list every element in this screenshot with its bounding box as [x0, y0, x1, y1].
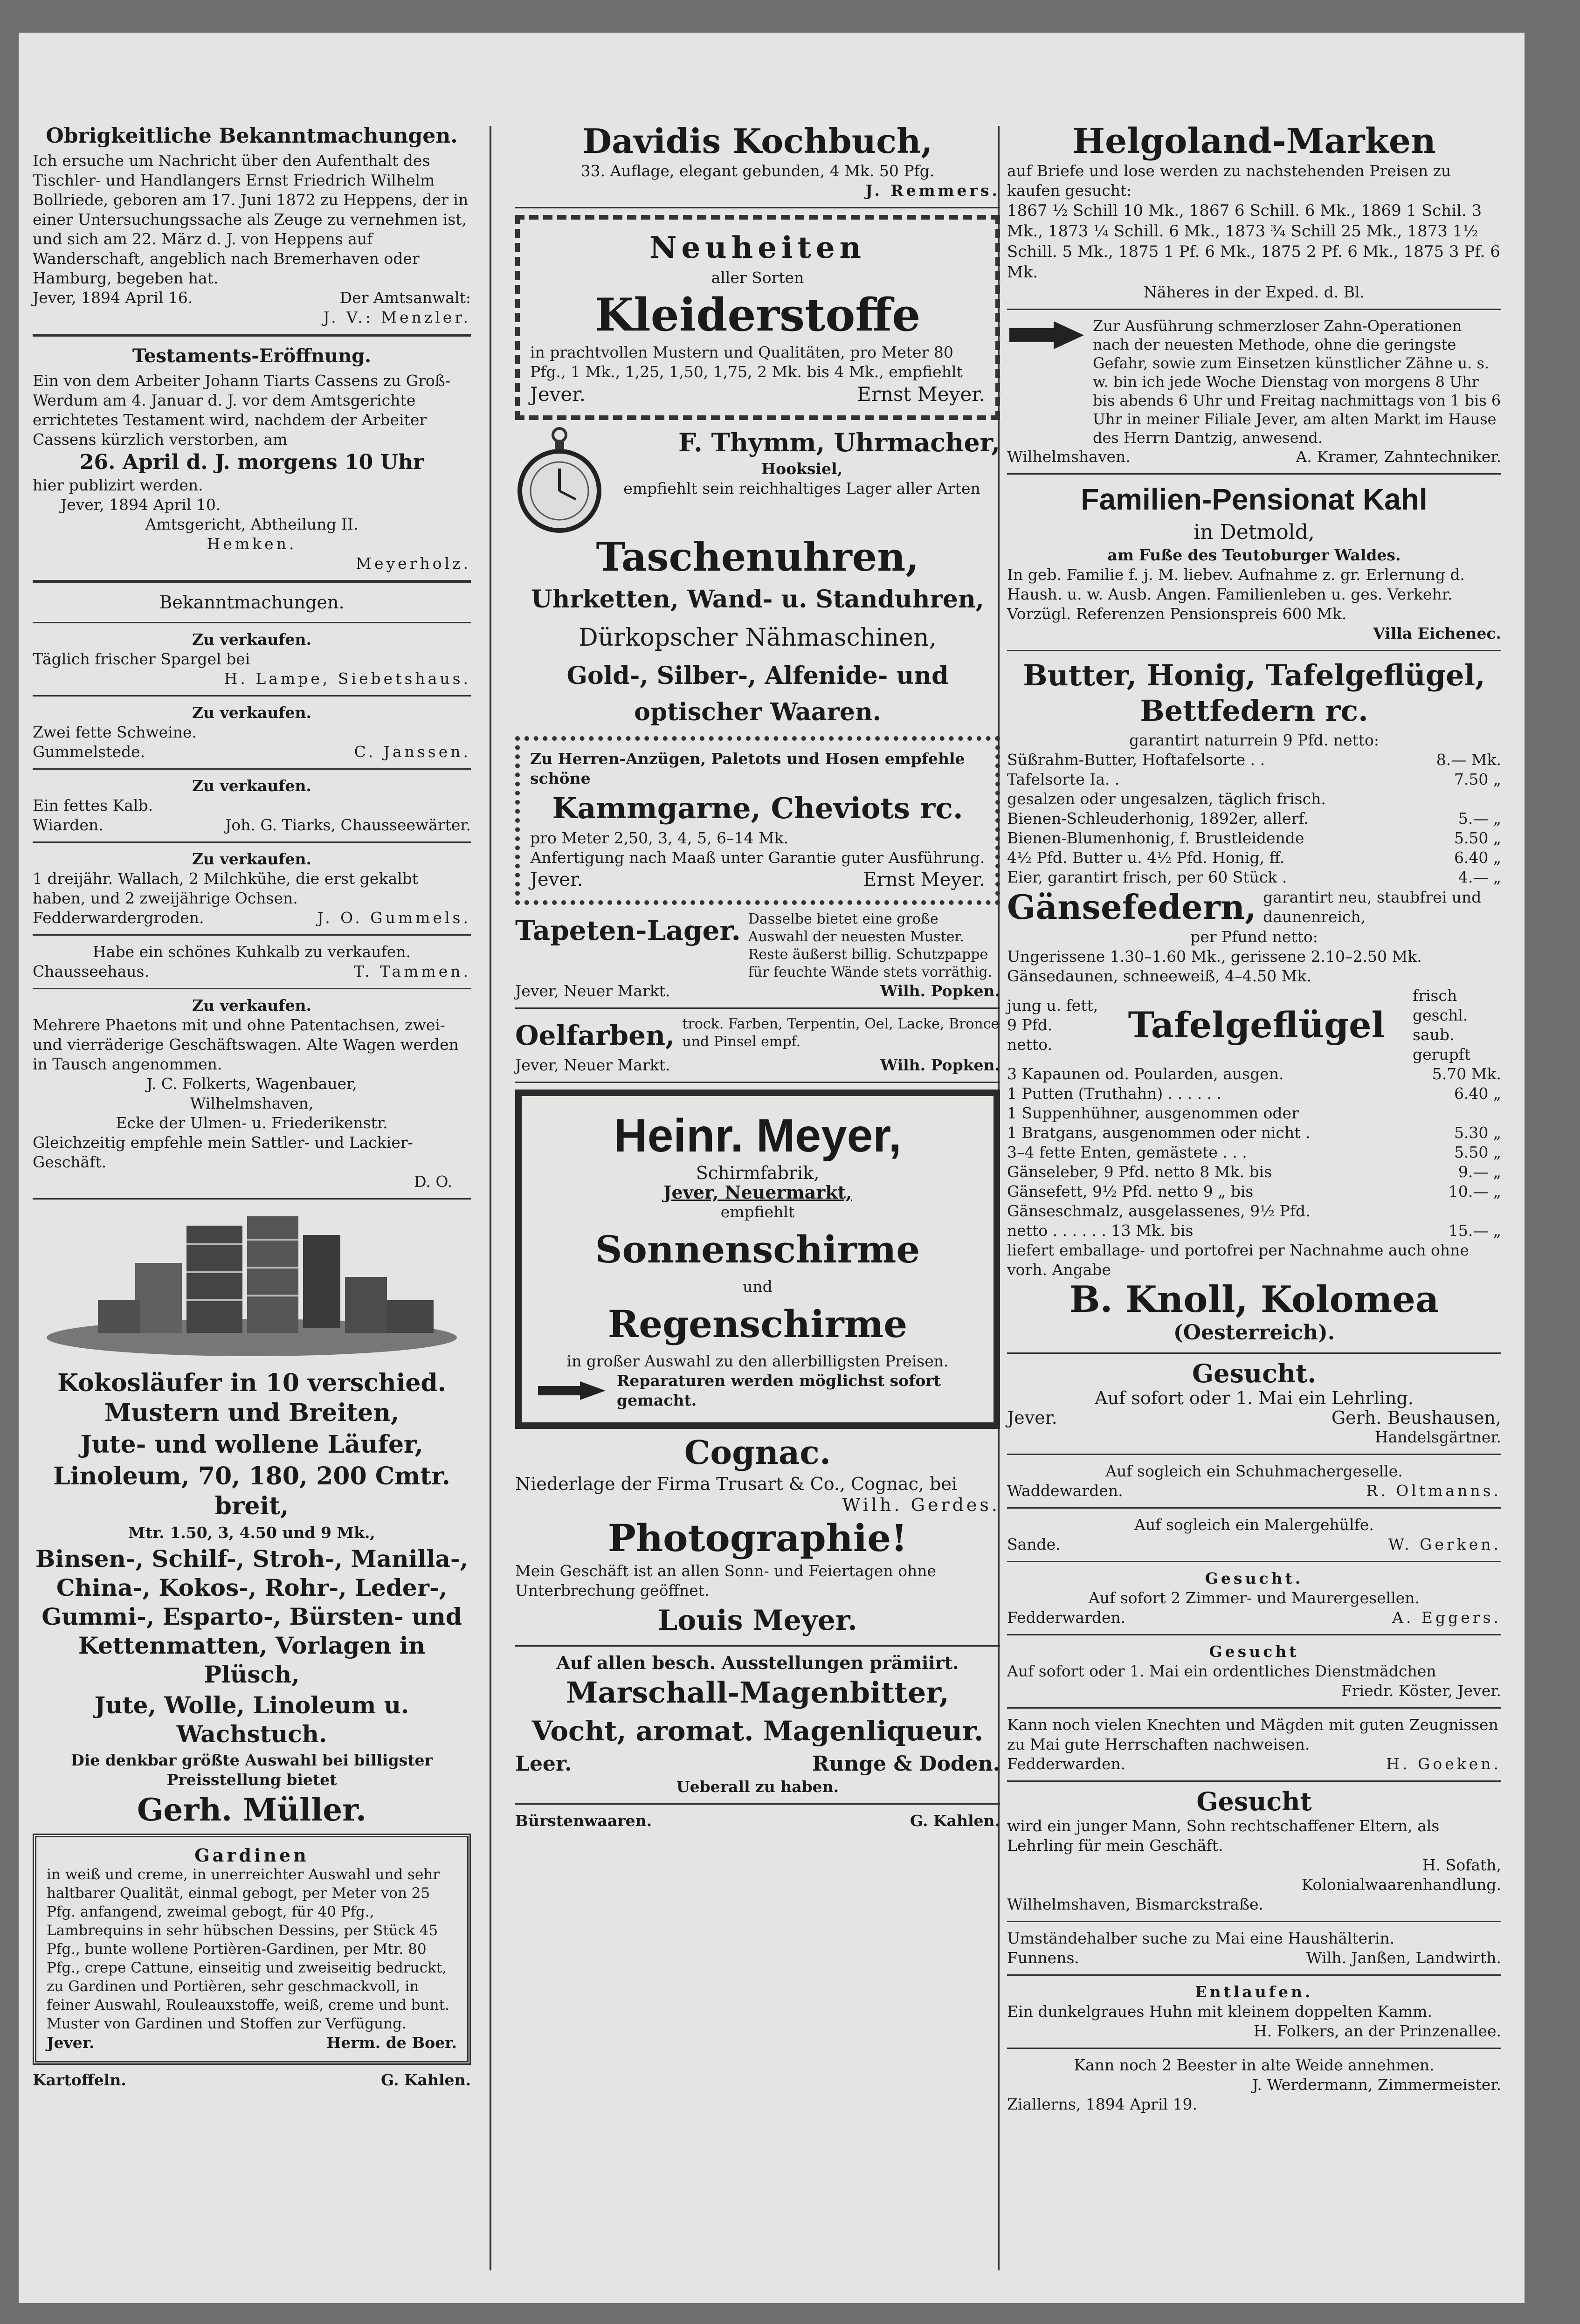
divider [515, 1645, 1000, 1647]
price-value: 5.50 „ [1454, 829, 1501, 847]
ad-heading: Zu verkaufen. [192, 703, 312, 722]
column-divider [490, 126, 491, 2270]
ad-text: Auf sofort oder 1. Mai ein Lehrling. [1095, 1388, 1414, 1408]
ad-text: Mehrere Phaetons mit und ohne Patentachsen, zwei- und vierräderige Geschäftswagen. Alte Wagen werden in Tausch angenommen. [33, 1016, 459, 1073]
ad-signature-row: D. O. [414, 1172, 452, 1191]
ad-text: Ein dunkelgraues Huhn mit kleinem doppelten Kamm. [1007, 2002, 1432, 2021]
ad-signature: Louis Meyer. [658, 1604, 857, 1637]
ad-signature-row: Wiarden. Joh. G. Tiarks, Chausseewärter. [33, 816, 471, 834]
price-item: 1 Bratgans, ausgenommen oder nicht . [1007, 1124, 1311, 1142]
ad-text: Habe ein schönes Kuhkalb zu verkaufen. [93, 943, 411, 961]
ad-signature-row: Kartoffeln. G. Kahlen. [33, 2071, 471, 2089]
ad-title: Tafelgeflügel [1128, 1004, 1385, 1046]
pointing-hand-icon [536, 1377, 610, 1405]
ad-signature-row: Gummelstede. C. Janssen. [33, 743, 471, 761]
ad-title: Heinr. Meyer, [614, 1110, 902, 1162]
price-value: 5.— „ [1458, 809, 1501, 828]
ad-text: Hooksiel, [761, 460, 843, 478]
divider [1007, 1352, 1501, 1354]
ad-text: Niederlage der Firma Trusart & Co., Cognac, bei [515, 1474, 957, 1494]
ad-text: auf Briefe und lose werden zu nachstehenden Preisen zu kaufen gesucht: [1007, 162, 1451, 200]
ad-text: in großer Auswahl zu den allerbilligsten Preisen. [566, 1352, 949, 1370]
ad-signature: H. Sofath, [1422, 1856, 1501, 1874]
divider [1007, 473, 1501, 475]
ad-text: Gänsedaunen, schneeweiß, 4–4.50 Mk. [1007, 967, 1311, 985]
divider [33, 988, 471, 989]
ad-title: F. Thymm, Uhrmacher, [678, 428, 1000, 457]
ad-signature-row: Waddewarden. R. Oltmanns. [1007, 1482, 1501, 1500]
column-right [1007, 121, 1501, 2114]
column-middle [515, 121, 1000, 1831]
ad-heading: Gardinen [194, 1845, 309, 1866]
ad-signature-row: Jever. Gerh. Beushausen, [1007, 1407, 1501, 1428]
price-row [1007, 770, 1501, 789]
ad-text: (Oesterreich). [1173, 1321, 1335, 1345]
ad-title: Taschenuhren, [596, 534, 919, 580]
ad-title: Jute- und wollene Läufer, [80, 1430, 423, 1459]
newspaper-page [19, 33, 1525, 2303]
ad-text: In geb. Familie f. j. M. liebev. Aufnahme z. gr. Erlernung d. Haush. u. w. Ausb. Angen. Familienleben u. ges. Verkehr. Vorzügl. Referenzen Pensionspreis 600 Mk. [1007, 565, 1465, 623]
ad-text: Täglich frischer Spargel bei [33, 650, 250, 668]
price-list [1007, 750, 1501, 887]
dentist-ad [1007, 317, 1501, 447]
ad-heading: Zu verkaufen. [192, 777, 312, 795]
ad-heading: Gesucht. [1205, 1569, 1304, 1587]
price-row [1007, 1162, 1501, 1182]
notice-text: Jever, 1894 April 10. [61, 496, 221, 514]
price-row [1007, 1221, 1501, 1241]
fabrics-ad-box [515, 215, 1000, 420]
ad-title: Cognac. [684, 1433, 831, 1472]
divider [1007, 1454, 1501, 1455]
ad-signature-row: J. Remmers. [865, 181, 1000, 200]
ad-title: Helgoland-Marken [1072, 121, 1436, 161]
ad-signature: J. C. Folkerts, Wagenbauer, [146, 1075, 357, 1093]
ad-text: Jever, Neuermarkt, [663, 1182, 852, 1203]
divider [515, 1007, 1000, 1009]
ad-text: 1867 ½ Schill 10 Mk., 1867 6 Schill. 6 Mk., 1869 1 Schil. 3 Mk., 1873 ¼ Schill. 6 Mk., 1873 ¾ Schill 25 Mk., 1873 1½ Schill. 5 Mk., 1875 1 Pf. 6 Mk., 1875 2 Pf. 6 Mk., 1875 3 Pf. 6 Mk. [1007, 201, 1500, 282]
ad-title: Uhrketten, Wand- u. Standuhren, [531, 585, 984, 614]
ad-signature-row: Leer. Runge & Doden. [515, 1752, 1000, 1776]
divider [33, 1198, 471, 1200]
ad-signature: Ecke der Ulmen- u. Friederikenstr. [116, 1114, 388, 1132]
price-value: 4.— „ [1458, 868, 1501, 886]
ad-signature-row: Bürstenwaaren. G. Kahlen. [515, 1812, 1000, 1830]
ad-text: Anfertigung nach Maaß unter Garantie guter Ausführung. [530, 848, 985, 867]
price-item: 3 Kapaunen od. Poularden, ausgen. [1007, 1065, 1284, 1083]
ad-title: Dürkopscher Nähmaschinen, [578, 624, 937, 652]
poultry-heading [1007, 986, 1501, 1064]
price-item: Gänseleber, 9 Pfd. netto 8 Mk. bis [1007, 1163, 1272, 1181]
section-heading: Obrigkeitliche Bekanntmachungen. [46, 124, 458, 148]
notice-text: Ein von dem Arbeiter Johann Tiarts Cassens zu Groß-Werdum am 4. Januar d. J. vor dem Amtsgerichte errichtetes Testament wird, nachdem der Arbeiter Cassens kürzlich verstorben, am [33, 372, 450, 448]
ad-text: am Fuße des Teutoburger Waldes. [1107, 546, 1401, 564]
ad-text: in weiß und creme, in unerreichter Auswahl und sehr haltbarer Qualität, einmal gebogt, per Meter von 25 Pfg. anfangend, zweimal gebogt, für 40 Pfg., Lambrequins in sehr hübschen Dessins, per Stück 45 Pfg., bunte wollene Portièren-Gardinen, per Mtr. 80 Pfg., crepe Cattune, einseitig und zweiseitig bedruckt, zu Gardinen und Portièren, sehr geschmackvoll, in feiner Auswahl, Rouleauxstoffe, weiß, creme und bunt. Muster von Gardinen und Stoffen zur Verfügung. [47, 1866, 449, 2032]
ad-text: empfiehlt [720, 1203, 795, 1221]
ad-text: per Pfund netto: [1190, 928, 1318, 946]
divider [1007, 1634, 1501, 1635]
price-item: Süßrahm-Butter, Hoftafelsorte . . [1007, 751, 1265, 769]
price-row [1007, 750, 1501, 770]
ad-title: Gänsefedern, [1007, 887, 1257, 927]
ad-text: liefert emballage- und portofrei per Nachnahme auch ohne vorh. Angabe [1007, 1241, 1469, 1279]
ad-title: Kammgarne, Cheviots rc. [552, 791, 963, 825]
carpet-rolls-illustration [33, 1207, 471, 1361]
price-item: Bienen-Schleuderhonig, 1892er, allerf. [1007, 809, 1309, 828]
price-item: Eier, garantirt frisch, per 60 Stück . [1007, 868, 1287, 886]
divider [33, 580, 471, 583]
ad-signature-row: H. Folkers, an der Prinzenallee. [1253, 2022, 1501, 2040]
ad-text: garantirt neu, staubfrei und daunenreich, [1263, 888, 1482, 926]
repair-note [536, 1371, 980, 1410]
price-row [1007, 1103, 1501, 1123]
price-item: Gänsefett, 9½ Pfd. netto 9 „ bis [1007, 1182, 1254, 1200]
ad-signature-row: H. Lampe, Siebetshaus. [224, 669, 471, 688]
price-row [1007, 1064, 1501, 1084]
notice-text: Ich ersuche um Nachricht über den Aufenthalt des Tischler- und Handlangers Ernst Friedrich Wilhelm Bollriede, geboren am 17. Juni 1872 zu Heppens, der in einer Untersuchungssache als Zeuge zu vernehmen ist, und sich am 22. März d. J. von Heppens auf Wanderschaft, angeblich nach Bremerhaven oder Hamburg, begeben hat. [33, 152, 469, 287]
ad-title: Tapeten-Lager. [515, 915, 741, 946]
ad-text: in Detmold, [1194, 520, 1315, 544]
price-value: 6.40 „ [1454, 848, 1501, 867]
menswear-ad-box [515, 736, 1000, 905]
ad-heading: Zu verkaufen. [192, 630, 312, 648]
section-heading: Bekanntmachungen. [159, 592, 345, 613]
ad-signature-row: Jever. Ernst Meyer. [530, 383, 985, 406]
ad-text: Auf sofort oder 1. Mai ein ordentliches Dienstmädchen [1007, 1662, 1436, 1680]
paint-ad [515, 1015, 1000, 1055]
divider [33, 695, 471, 697]
divider [33, 768, 471, 770]
feathers-heading [1007, 887, 1501, 927]
ad-text: Mein Geschäft ist an allen Sonn- und Feiertagen ohne Unterbrechung geöffnet. [515, 1562, 936, 1600]
wallpaper-ad [515, 910, 1000, 981]
price-item: 3–4 fette Enten, gemästete . . . [1007, 1143, 1247, 1161]
ad-signature-row: Wilh. Gerdes. [842, 1495, 1000, 1515]
ad-text: frisch geschl. saub. gerupft [1413, 986, 1471, 1063]
divider [33, 334, 471, 337]
pointing-hand-icon [1007, 317, 1086, 354]
ad-signature-row: Chausseehaus. T. Tammen. [33, 962, 471, 980]
ad-signature-row: Handelsgärtner. [1374, 1428, 1501, 1446]
ad-heading: Gesucht [1209, 1642, 1299, 1661]
price-row [1007, 868, 1501, 887]
ad-signature-row: Fedderwarden. H. Goeken. [1007, 1755, 1501, 1773]
price-item: Gänseschmalz, ausgelassenes, 9½ Pfd. [1007, 1202, 1311, 1220]
price-item: gesalzen oder ungesalzen, täglich frisch. [1007, 790, 1326, 808]
divider [33, 841, 471, 843]
ad-signature-row: Villa Eichenec. [1373, 624, 1501, 642]
ad-text: Zur Ausführung schmerzloser Zahn-Operationen nach der neuesten Methode, ohne die geringste Gefahr, sowie zum Einsetzen künstlicher Zähne u. s. w. bin ich jede Woche Dienstag von morgens 8 Uhr bis abends 6 Uhr und Freitag nachmittags von 1 bis 6 Uhr in meiner Filiale Jever, am alten Markt im Hause des Herrn Dantzig, anwesend. [1093, 317, 1501, 447]
ad-title: Regenschirme [607, 1302, 908, 1346]
ad-signature-row: Jever. Ernst Meyer. [530, 869, 985, 890]
price-row [1007, 1182, 1501, 1201]
ad-title: Gold-, Silber-, Alfenide- und optischer Waaren. [566, 662, 949, 726]
price-value: 9.— „ [1458, 1163, 1501, 1181]
ad-text: Kann noch vielen Knechten und Mägden mit guten Zeugnissen zu Mai gute Herrschaften nachweisen. [1007, 1716, 1498, 1753]
divider [515, 1082, 1000, 1083]
ad-title: Familien-Pensionat Kahl [1081, 483, 1428, 516]
ad-signature-row: Friedr. Köster, Jever. [1341, 1682, 1501, 1700]
divider [1007, 1507, 1501, 1509]
ad-text: Kann noch 2 Beester in alte Weide annehmen. [1074, 2056, 1435, 2074]
ad-text: Schirmfabrik, [696, 1163, 820, 1183]
divider [515, 1803, 1000, 1805]
ad-heading: Gesucht [1196, 1786, 1312, 1816]
notice-signature-row: J. V.: Menzler. [323, 308, 471, 326]
ad-signature-row: Fedderwarden. A. Eggers. [1007, 1608, 1501, 1627]
ad-text: Ein fettes Kalb. [33, 796, 153, 814]
ad-title: Linoleum, 70, 180, 200 Cmtr. breit, [53, 1462, 450, 1520]
ad-signature: B. Knoll, Kolomea [1069, 1278, 1439, 1321]
ad-text: Auf sogleich ein Malergehülfe. [1134, 1516, 1374, 1534]
ad-text: Näheres in der Exped. d. Bl. [1143, 283, 1365, 301]
ad-signature-row: Fedderwardergroden. J. O. Gummels. [33, 909, 471, 927]
ad-text: Auf allen besch. Ausstellungen prämiirt. [556, 1652, 959, 1673]
price-value: 5.70 Mk. [1432, 1065, 1501, 1083]
price-row [1007, 1143, 1501, 1162]
price-item: 1 Suppenhühner, ausgenommen oder [1007, 1104, 1299, 1122]
ad-text: trock. Farben, Terpentin, Oel, Lacke, Bronce und Pinsel empf. [682, 1016, 1000, 1050]
ad-text: Ueberall zu haben. [676, 1778, 839, 1796]
ad-title: Binsen-, Schilf-, Stroh-, Manilla-, China-, Kokos-, Rohr-, Leder-, Gummi-, Esparto-, Bürsten- und Kettenmatten, Vorlagen in Plüsch, [35, 1545, 469, 1688]
price-row [1007, 1084, 1501, 1103]
ad-text: jung u. fett, 9 Pfd. netto. [1007, 996, 1098, 1054]
divider [1007, 1707, 1501, 1709]
column-left [33, 121, 471, 2090]
notice-text: Amtsgericht, Abtheilung II. [145, 515, 359, 533]
ad-text: Reparaturen werden möglichst sofort gemacht. [617, 1372, 941, 1409]
price-row [1007, 809, 1501, 828]
ad-title: Photographie! [607, 1516, 908, 1560]
carpet-rolls-icon [33, 1207, 471, 1361]
ad-title: Davidis Kochbuch, [582, 121, 933, 161]
price-row [1007, 789, 1501, 809]
ad-signature-row: Jever, Neuer Markt. Wilh. Popken. [515, 982, 1000, 1000]
ad-text: empfiehlt sein reichhaltiges Lager aller Arten [623, 479, 980, 497]
ad-text: Ziallerns, 1894 April 19. [1007, 2095, 1198, 2113]
price-row [1007, 848, 1501, 868]
price-value: 7.50 „ [1454, 770, 1501, 788]
ad-text: Wilhelmshaven, Bismarckstraße. [1007, 1895, 1264, 1913]
divider [1007, 1780, 1501, 1782]
price-value: 6.40 „ [1454, 1084, 1501, 1103]
ad-signature: Wilhelmshaven, [190, 1094, 314, 1112]
curtains-ad-box [33, 1834, 471, 2065]
price-item: Tafelsorte Ia. . [1007, 770, 1120, 788]
divider [1007, 309, 1501, 310]
divider [33, 934, 471, 936]
ad-signature: J. Werdermann, Zimmermeister. [1252, 2076, 1501, 2094]
divider [1007, 1921, 1501, 1922]
notice-text: hier publizirt werden. [33, 476, 203, 494]
price-item: Bienen-Blumenhonig, f. Brustleidende [1007, 829, 1304, 847]
ad-signature-row: Jever. Herm. de Boer. [47, 2034, 457, 2052]
price-value: 15.— „ [1448, 1221, 1501, 1240]
ad-heading: Neuheiten [649, 230, 866, 265]
divider [1007, 2048, 1501, 2049]
price-row [1007, 1201, 1501, 1221]
price-list [1007, 1064, 1501, 1241]
ad-title: Vocht, aromat. Magenliqueur. [531, 1715, 984, 1747]
ad-text: garantirt naturrein 9 Pfd. netto: [1129, 731, 1379, 749]
ad-text: in prachtvollen Mustern und Qualitäten, pro Meter 80 Pfg., 1 Mk., 1,25, 1,50, 1,75, 2 Mk. bis 4 Mk., empfiehlt [530, 343, 963, 381]
ad-text: Zu Herren-Anzügen, Paletots und Hosen empfehle schöne [530, 750, 965, 787]
price-item: netto . . . . . . 13 Mk. bis [1007, 1221, 1194, 1240]
ad-heading: Zu verkaufen. [192, 850, 312, 868]
ad-heading: Zu verkaufen. [192, 996, 312, 1014]
watchmaker-ad [515, 426, 1000, 533]
ad-signature-row: Jever, Neuer Markt. Wilh. Popken. [515, 1056, 1000, 1074]
ad-title: Kleiderstoffe [594, 289, 921, 341]
price-value: 8.— Mk. [1436, 751, 1501, 769]
ad-text: Umständehalber suche zu Mai eine Haushälterin. [1007, 1929, 1395, 1947]
ad-signature: Gerh. Müller. [137, 1792, 366, 1828]
notice-signature-row: Meyerholz. [356, 554, 471, 572]
divider [1007, 1974, 1501, 1976]
ad-signature-row: Wilhelmshaven. A. Kramer, Zahntechniker. [1007, 448, 1501, 466]
notice-signature-row: Jever, 1894 April 16. Der Amtsanwalt: [33, 289, 471, 307]
ad-signature: Kolonialwaarenhandlung. [1301, 1876, 1501, 1894]
ad-title: Butter, Honig, Tafelgeflügel, Bettfedern rc. [1023, 658, 1485, 728]
price-value: 10.— „ [1448, 1182, 1501, 1200]
ad-text: wird ein junger Mann, Sohn rechtschaffener Eltern, als Lehrling für mein Geschäft. [1007, 1817, 1440, 1855]
ad-price: Mtr. 1.50, 3, 4.50 und 9 Mk., [128, 1524, 375, 1542]
ad-title: Oelfarben, [515, 1020, 675, 1051]
ad-heading: Gesucht. [1192, 1359, 1317, 1388]
ad-text: aller Sorten [711, 269, 804, 287]
ad-title: Marschall-Magenbitter, [566, 1676, 950, 1710]
ad-text: 33. Auflage, elegant gebunden, 4 Mk. 50 Pfg. [580, 162, 935, 180]
ad-text: Zwei fette Schweine. [33, 723, 197, 741]
ad-text: Auf sogleich ein Schuhmachergeselle. [1105, 1462, 1403, 1480]
divider [1007, 1561, 1501, 1562]
ad-text: Auf sofort 2 Zimmer- und Maurergesellen. [1088, 1589, 1420, 1607]
price-row [1007, 828, 1501, 848]
notice-text: Hemken. [207, 535, 297, 553]
pocket-watch-icon [515, 426, 604, 533]
notice-date: 26. April d. J. morgens 10 Uhr [79, 450, 424, 474]
divider [1007, 650, 1501, 651]
ad-signature-row: Sande. W. Gerken. [1007, 1535, 1501, 1553]
ad-text: Ungerissene 1.30–1.60 Mk., gerissene 2.10–2.50 Mk. [1007, 947, 1422, 965]
ad-text: Dasselbe bietet eine große Auswahl der neuesten Muster. Reste äußerst billig. Schutzpappe für feuchte Wände stets vorräthig. [748, 911, 993, 980]
ad-text: Die denkbar größte Auswahl bei billigster Preisstellung bietet [71, 1751, 433, 1789]
ad-title: Sonnenschirme [595, 1228, 920, 1271]
price-item: 4½ Pfd. Butter u. 4½ Pfd. Honig, ff. [1007, 848, 1285, 867]
ad-text: 1 dreijähr. Wallach, 2 Milchkühe, die erst gekalbt haben, und 2 zweijährige Ochsen. [33, 869, 419, 907]
price-item: 1 Putten (Truthahn) . . . . . . [1007, 1084, 1222, 1103]
ad-text: und [743, 1277, 773, 1296]
ad-signature-row: Funnens. Wilh. Janßen, Landwirth. [1007, 1949, 1501, 1967]
ad-text: pro Meter 2,50, 3, 4, 5, 6–14 Mk. [530, 829, 789, 847]
divider [33, 622, 471, 623]
ad-title: Kokosläufer in 10 verschied. Mustern und Breiten, [57, 1369, 446, 1427]
ad-title: Jute, Wolle, Linoleum u. Wachstuch. [94, 1691, 409, 1748]
divider [515, 207, 1000, 208]
section-heading: Testaments-Eröffnung. [132, 345, 372, 367]
price-value: 5.50 „ [1454, 1143, 1501, 1161]
price-value: 5.30 „ [1454, 1124, 1501, 1142]
umbrella-ad-box [515, 1090, 1000, 1429]
price-row [1007, 1123, 1501, 1143]
ad-text: Gleichzeitig empfehle mein Sattler- und Lackier-Geschäft. [33, 1133, 413, 1171]
ad-heading: Entlaufen. [1195, 1983, 1313, 2001]
